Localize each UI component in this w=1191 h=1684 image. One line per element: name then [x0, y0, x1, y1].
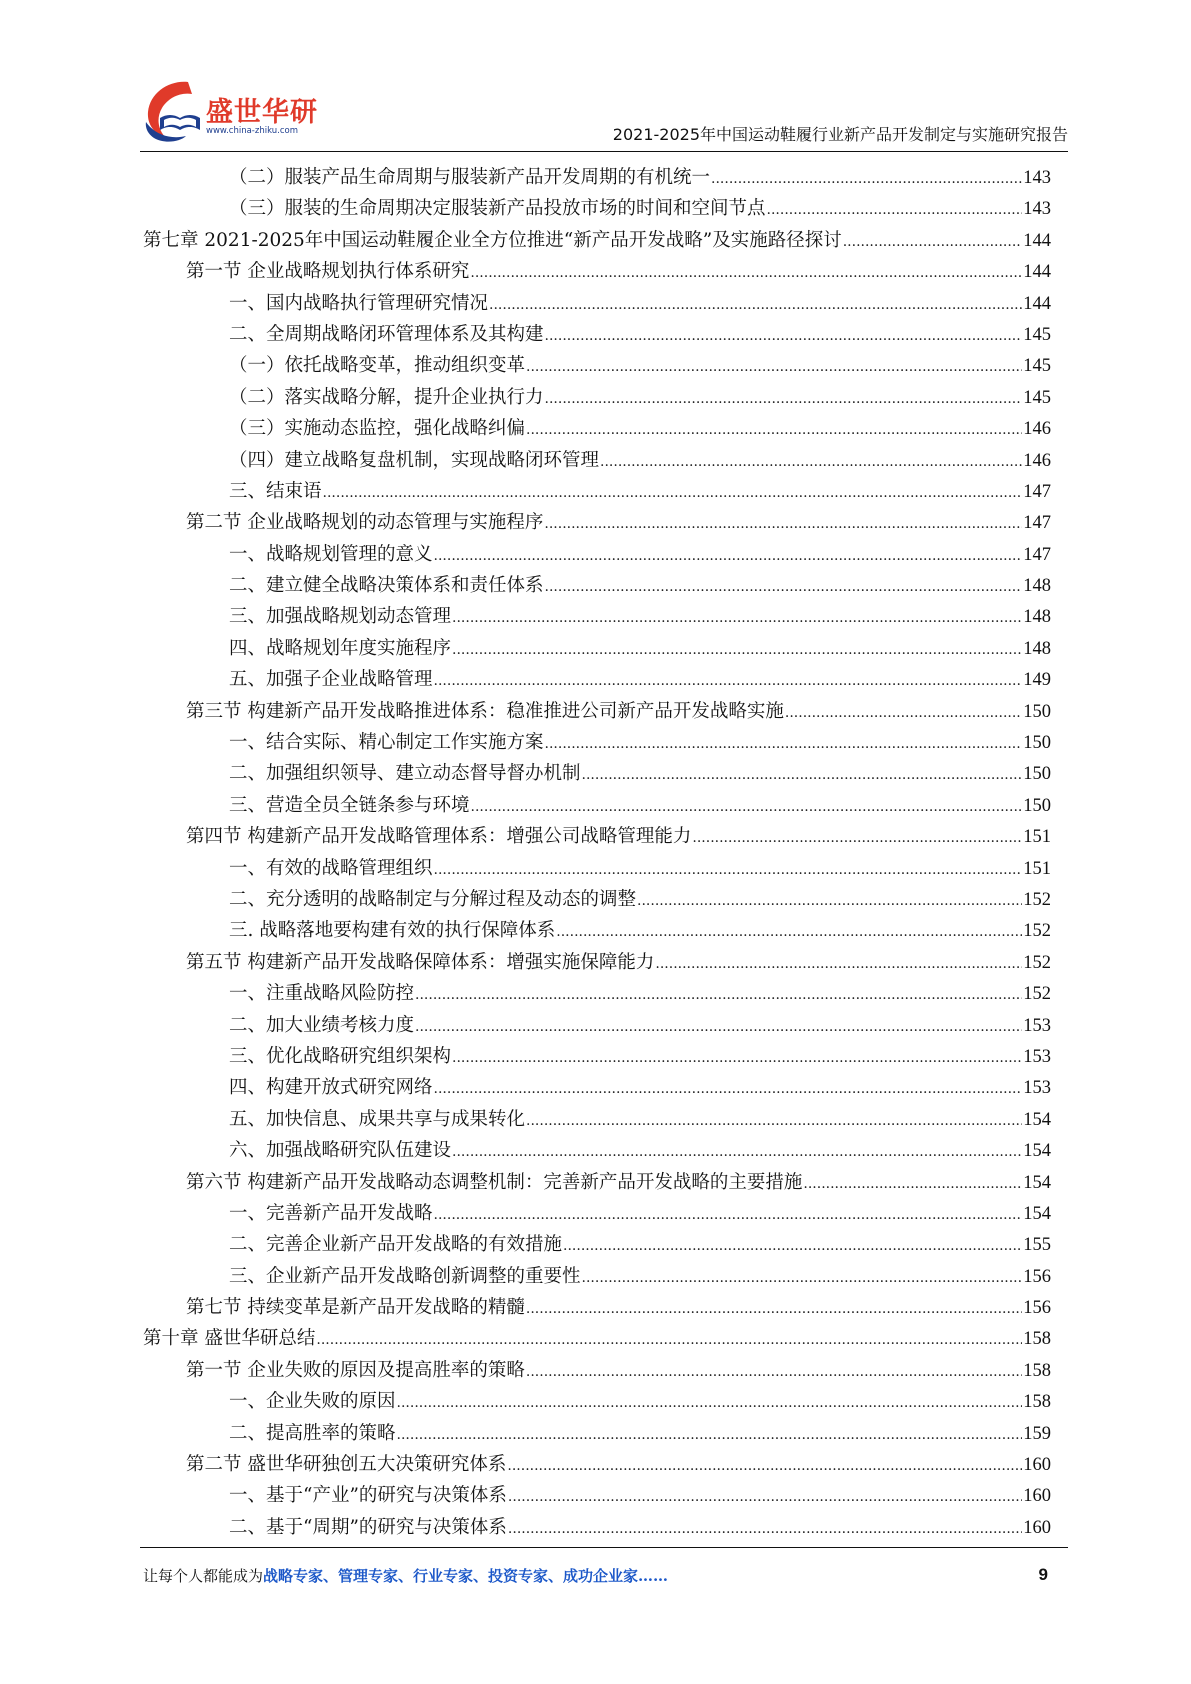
toc-entry[interactable]: [143, 947, 1051, 978]
toc-entry[interactable]: [143, 790, 1051, 821]
toc-dot-leader: [526, 1104, 1022, 1137]
toc-entry-label: 第六节 构建新产品开发战略动态调整机制：完善新产品开发战略的主要措施: [186, 1171, 803, 1193]
toc-entry[interactable]: [143, 1261, 1051, 1292]
toc-dot-leader: [507, 1449, 1022, 1482]
toc-entry-page: 156: [1023, 1298, 1051, 1319]
toc-dot-leader: [323, 476, 1023, 509]
toc-entry[interactable]: [143, 1229, 1051, 1260]
toc-entry[interactable]: [143, 1355, 1051, 1386]
toc-entry[interactable]: [143, 1010, 1051, 1041]
toc-entry[interactable]: [143, 1292, 1051, 1323]
toc-entry-label: 二、提高胜率的策略: [229, 1422, 396, 1444]
toc-dot-leader: [526, 1292, 1022, 1325]
toc-entry-page: 145: [1023, 356, 1051, 377]
toc-dot-leader: [489, 288, 1022, 321]
toc-dot-leader: [655, 947, 1022, 980]
toc-entry-page: 150: [1023, 701, 1051, 722]
toc-entry[interactable]: [143, 978, 1051, 1009]
footer-divider: [140, 1547, 1068, 1548]
toc-entry-page: 152: [1023, 921, 1051, 942]
toc-entry-label: 第五节 构建新产品开发战略保障体系：增强实施保障能力: [186, 951, 655, 973]
toc-dot-leader: [434, 539, 1023, 572]
toc-entry-label: 二、全周期战略闭环管理体系及其构建: [229, 323, 544, 345]
toc-entry-label: 三、企业新产品开发战略创新调整的重要性: [229, 1265, 581, 1287]
toc-entry[interactable]: [143, 507, 1051, 538]
toc-dot-leader: [767, 193, 1023, 226]
toc-entry-page: 153: [1023, 1046, 1051, 1067]
toc-entry-page: 160: [1023, 1455, 1051, 1476]
toc-entry[interactable]: [143, 382, 1051, 413]
toc-dot-leader: [544, 507, 1022, 540]
toc-entry-label: 一、有效的战略管理组织: [229, 857, 433, 879]
toc-dot-leader: [526, 413, 1022, 446]
toc-entry[interactable]: [143, 633, 1051, 664]
toc-entry-label: 第七章 2021-2025年中国运动鞋履企业全方位推进“新产品开发战略”及实施路径探讨: [143, 229, 842, 251]
page-number: 9: [1038, 1565, 1048, 1584]
toc-entry[interactable]: [143, 1167, 1051, 1198]
table-of-contents: [143, 162, 1051, 1543]
toc-dot-leader: [545, 319, 1023, 352]
toc-entry[interactable]: [143, 601, 1051, 632]
toc-dot-leader: [582, 758, 1023, 791]
toc-entry-page: 152: [1023, 984, 1051, 1005]
toc-entry-label: （三）实施动态监控，强化战略纠偏: [229, 418, 526, 440]
toc-entry-label: （二）服装产品生命周期与服装新产品开发周期的有机统一: [229, 167, 711, 188]
toc-entry-page: 143: [1023, 168, 1051, 188]
toc-entry-page: 160: [1023, 1486, 1051, 1507]
report-title: 2021-2025年中国运动鞋履行业新产品开发制定与实施研究报告: [612, 125, 1068, 144]
toc-dot-leader: [545, 570, 1023, 603]
toc-dot-leader: [452, 633, 1022, 666]
toc-entry-page: 154: [1023, 1109, 1051, 1130]
toc-entry[interactable]: [143, 1480, 1051, 1511]
toc-dot-leader: [452, 1041, 1022, 1074]
toc-dot-leader: [508, 1480, 1022, 1513]
toc-dot-leader: [415, 1010, 1022, 1043]
toc-dot-leader: [434, 1072, 1023, 1105]
toc-entry-label: 第二节 盛世华研独创五大决策研究体系: [186, 1454, 507, 1476]
toc-entry-label: 五、加强子企业战略管理: [229, 669, 433, 691]
toc-dot-leader: [397, 1418, 1023, 1451]
toc-dot-leader: [434, 664, 1023, 697]
toc-entry-page: 154: [1023, 1141, 1051, 1162]
toc-entry-page: 155: [1023, 1235, 1051, 1256]
toc-entry-label: 三、结束语: [229, 480, 322, 502]
toc-entry-label: 三. 战略落地要构建有效的执行保障体系: [229, 920, 556, 942]
toc-entry-page: 144: [1023, 262, 1051, 283]
toc-dot-leader: [471, 790, 1023, 823]
toc-dot-leader: [582, 1261, 1023, 1294]
toc-entry-page: 146: [1023, 450, 1051, 471]
toc-dot-leader: [600, 445, 1022, 478]
toc-entry-page: 160: [1023, 1517, 1051, 1538]
toc-entry[interactable]: [143, 821, 1051, 852]
toc-entry-page: 152: [1023, 952, 1051, 973]
toc-entry[interactable]: [143, 413, 1051, 444]
toc-dot-leader: [508, 1512, 1022, 1545]
toc-entry[interactable]: [143, 1323, 1051, 1354]
toc-entry[interactable]: [143, 288, 1051, 319]
toc-entry-page: 156: [1023, 1266, 1051, 1287]
toc-dot-leader: [452, 1135, 1022, 1168]
toc-entry-page: 158: [1023, 1392, 1051, 1413]
toc-entry[interactable]: [143, 193, 1051, 224]
toc-entry-page: 147: [1023, 513, 1051, 534]
toc-dot-leader: [711, 162, 1022, 195]
toc-entry-label: 第一节 企业战略规划执行体系研究: [186, 261, 470, 283]
toc-dot-leader: [785, 696, 1022, 729]
toc-entry-page: 158: [1023, 1360, 1051, 1381]
toc-entry[interactable]: [143, 162, 1051, 193]
toc-entry-label: 一、完善新产品开发战略: [229, 1202, 433, 1224]
toc-entry-page: 154: [1023, 1172, 1051, 1193]
toc-entry-page: 151: [1023, 827, 1051, 848]
toc-entry-label: 一、国内战略执行管理研究情况: [229, 292, 489, 314]
toc-entry-label: 四、构建开放式研究网络: [229, 1077, 433, 1099]
toc-entry[interactable]: [143, 319, 1051, 350]
toc-dot-leader: [470, 256, 1022, 289]
toc-entry-label: （二）落实战略分解，提升企业执行力: [229, 386, 544, 408]
toc-entry-page: 145: [1023, 324, 1051, 345]
logo-url: www.china-zhiku.com: [206, 126, 298, 136]
page-footer: [143, 1565, 1048, 1586]
toc-entry-page: 147: [1023, 544, 1051, 565]
toc-dot-leader: [434, 1198, 1023, 1231]
toc-entry[interactable]: [143, 1449, 1051, 1480]
toc-entry-page: 144: [1023, 293, 1051, 314]
toc-entry[interactable]: [143, 1041, 1051, 1072]
toc-dot-leader: [526, 350, 1022, 383]
toc-entry-label: 第十章 盛世华研总结: [143, 1328, 316, 1350]
toc-entry-label: 二、完善企业新产品开发战略的有效措施: [229, 1234, 563, 1256]
toc-entry[interactable]: [143, 664, 1051, 695]
page-header: [0, 0, 1191, 155]
toc-entry-label: 五、加快信息、成果共享与成果转化: [229, 1108, 526, 1130]
toc-entry-page: 153: [1023, 1078, 1051, 1099]
toc-entry-page: 150: [1023, 795, 1051, 816]
toc-entry-page: 148: [1023, 638, 1051, 659]
toc-entry[interactable]: [143, 445, 1051, 476]
toc-entry[interactable]: [143, 915, 1051, 946]
footer-slogan-prefix: 让每个人都能成为: [143, 1567, 264, 1585]
toc-entry[interactable]: [143, 1135, 1051, 1166]
toc-entry-label: 四、战略规划年度实施程序: [229, 637, 452, 659]
toc-entry-page: 159: [1023, 1423, 1051, 1444]
toc-entry-label: 第三节 构建新产品开发战略推进体系：稳准推进公司新产品开发战略实施: [186, 700, 784, 722]
toc-dot-leader: [397, 1386, 1023, 1419]
toc-entry-page: 144: [1023, 230, 1051, 251]
toc-entry[interactable]: [143, 727, 1051, 758]
toc-entry[interactable]: [143, 1104, 1051, 1135]
toc-entry-page: 153: [1023, 1015, 1051, 1036]
toc-entry-label: 二、加强组织领导、建立动态督导督办机制: [229, 763, 581, 785]
toc-dot-leader: [803, 1167, 1022, 1200]
toc-entry[interactable]: [143, 1198, 1051, 1229]
toc-dot-leader: [545, 382, 1023, 415]
logo-mark-icon: [140, 78, 210, 144]
toc-dot-leader: [452, 601, 1022, 634]
toc-entry[interactable]: [143, 350, 1051, 381]
toc-entry-page: 147: [1023, 481, 1051, 502]
toc-dot-leader: [545, 727, 1023, 760]
toc-entry[interactable]: [143, 884, 1051, 915]
toc-dot-leader: [415, 978, 1022, 1011]
toc-entry-page: 154: [1023, 1203, 1051, 1224]
toc-entry-page: 145: [1023, 387, 1051, 408]
toc-entry-label: 二、建立健全战略决策体系和责任体系: [229, 575, 544, 597]
toc-dot-leader: [843, 225, 1023, 258]
toc-entry-label: 三、营造全员全链条参与环境: [229, 794, 470, 816]
toc-entry-page: 149: [1023, 670, 1051, 691]
toc-entry-label: 第二节 企业战略规划的动态管理与实施程序: [186, 512, 544, 534]
toc-entry-label: 六、加强战略研究队伍建设: [229, 1140, 452, 1162]
toc-entry-label: 一、企业失败的原因: [229, 1391, 396, 1413]
toc-entry-label: 一、战略规划管理的意义: [229, 543, 433, 565]
toc-entry-label: 第七节 持续变革是新产品开发战略的精髓: [186, 1297, 525, 1319]
toc-entry-page: 146: [1023, 419, 1051, 440]
toc-entry[interactable]: [143, 1418, 1051, 1449]
toc-entry[interactable]: [143, 758, 1051, 789]
toc-dot-leader: [434, 853, 1023, 886]
toc-dot-leader: [556, 915, 1022, 948]
toc-entry-label: 第一节 企业失败的原因及提高胜率的策略: [186, 1359, 525, 1381]
toc-dot-leader: [563, 1229, 1022, 1262]
toc-entry-page: 151: [1023, 858, 1051, 879]
logo-name: 盛世华研: [206, 97, 318, 128]
toc-entry-page: 150: [1023, 733, 1051, 754]
toc-entry-page: 148: [1023, 576, 1051, 597]
toc-dot-leader: [637, 884, 1022, 917]
toc-entry-page: 150: [1023, 764, 1051, 785]
toc-entry-label: 二、充分透明的战略制定与分解过程及动态的调整: [229, 888, 637, 910]
toc-entry-label: 第四节 构建新产品开发战略管理体系：增强公司战略管理能力: [186, 826, 692, 848]
toc-entry-label: （一）依托战略变革，推动组织变革: [229, 355, 526, 377]
toc-entry-page: 152: [1023, 889, 1051, 910]
toc-entry-page: 158: [1023, 1329, 1051, 1350]
toc-entry-label: （四）建立战略复盘机制，实现战略闭环管理: [229, 449, 600, 471]
toc-entry-label: 三、加强战略规划动态管理: [229, 606, 452, 628]
toc-dot-leader: [526, 1355, 1022, 1388]
toc-entry[interactable]: [143, 853, 1051, 884]
toc-entry[interactable]: [143, 1512, 1051, 1543]
toc-dot-leader: [316, 1323, 1022, 1356]
toc-entry-label: 二、基于“周期”的研究与决策体系: [229, 1516, 507, 1538]
toc-entry-page: 148: [1023, 607, 1051, 628]
toc-entry-label: 一、注重战略风险防控: [229, 983, 415, 1005]
toc-entry-label: （三）服装的生命周期决定服装新产品投放市场的时间和空间节点: [229, 198, 766, 220]
toc-entry-label: 一、结合实际、精心制定工作实施方案: [229, 732, 544, 754]
company-logo: [140, 78, 318, 148]
toc-entry[interactable]: [143, 225, 1051, 256]
toc-entry[interactable]: [143, 476, 1051, 507]
toc-entry[interactable]: [143, 1386, 1051, 1417]
toc-entry[interactable]: [143, 256, 1051, 287]
toc-entry-label: 一、基于“产业”的研究与决策体系: [229, 1485, 507, 1507]
toc-entry-label: 二、加大业绩考核力度: [229, 1014, 415, 1036]
toc-entry-page: 143: [1023, 199, 1051, 220]
toc-entry[interactable]: [143, 1072, 1051, 1103]
toc-entry-label: 三、优化战略研究组织架构: [229, 1045, 452, 1067]
toc-entry[interactable]: [143, 570, 1051, 601]
toc-entry[interactable]: [143, 696, 1051, 727]
footer-slogan-highlight: 战略专家、管理专家、行业专家、投资专家、成功企业家……: [263, 1567, 669, 1585]
toc-dot-leader: [692, 821, 1022, 854]
toc-entry[interactable]: [143, 539, 1051, 570]
header-divider: [140, 151, 1068, 152]
